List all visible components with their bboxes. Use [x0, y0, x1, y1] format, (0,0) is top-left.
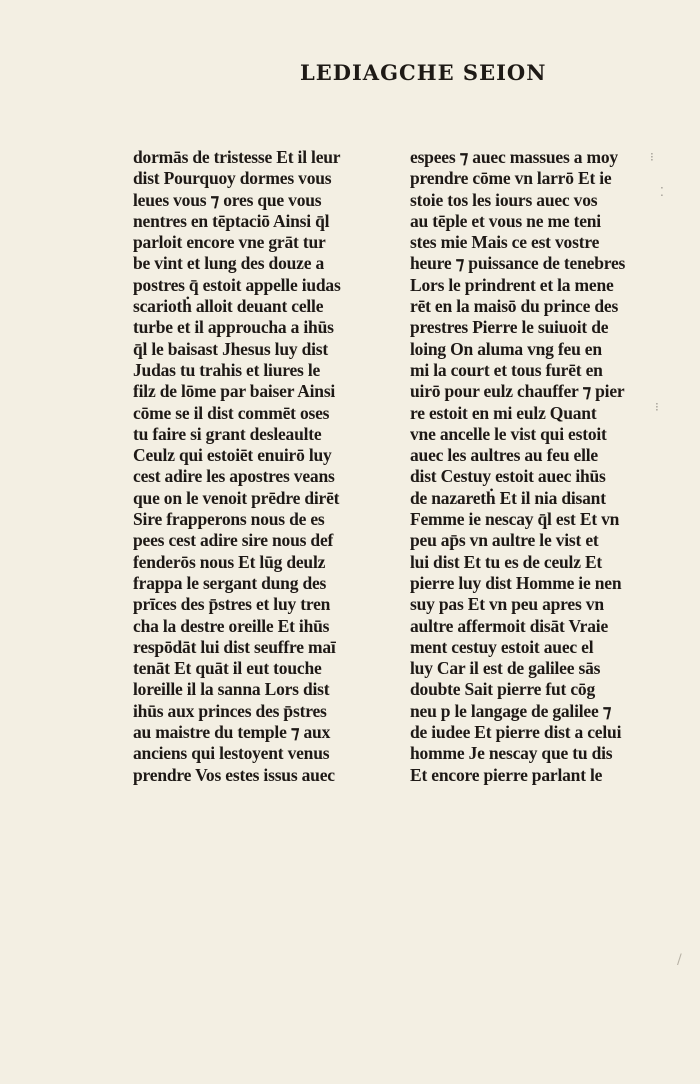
text-line: q̄l le baisast Jhesus luy dist: [133, 338, 329, 359]
margin-bleed-mark: ⁝: [655, 400, 659, 414]
text-line: cest adire les apostres veans: [133, 466, 335, 487]
text-line: scariotḣ alloit deuant celle: [133, 296, 324, 317]
text-line: prendre Vos estes issus auec: [133, 764, 335, 785]
text-line: loing On aluma vng feu en: [410, 338, 602, 359]
text-line: pees cest adire sire nous def: [133, 530, 334, 551]
text-line: homme Je nescay que tu dis: [410, 743, 613, 764]
text-line: rēt en la maisō du prince des: [410, 296, 619, 317]
text-line: mi la court et tous furēt en: [410, 359, 603, 380]
text-line: heure ⁊ puissance de tenebres: [410, 253, 626, 274]
text-line: cōme se il dist commēt oses: [133, 402, 330, 423]
text-line: espees ⁊ auec massues a moy: [410, 147, 618, 167]
right-text-column: [410, 147, 662, 786]
text-line: filz de lōme par baiser Ainsi: [133, 381, 336, 402]
text-line: auec les aultres au feu elle: [410, 445, 599, 466]
text-line: aultre affermoit disāt Vraie: [410, 615, 609, 636]
text-line: ment cestuy estoit auec el: [410, 636, 594, 657]
text-line: vne ancelle le vist qui estoit: [410, 423, 607, 444]
text-line: pierre luy dist Homme ie nen: [410, 572, 622, 593]
margin-bleed-mark: ⁝: [650, 150, 654, 164]
running-head: LEDIAGCHE SEION: [300, 60, 547, 85]
text-line: au tēple et vous ne me teni: [410, 210, 601, 231]
text-line: prestres Pierre le suiuoit de: [410, 317, 609, 338]
text-line: prendre cōme vn larrō Et ie: [410, 168, 612, 189]
text-line: tenāt Et quāt il eut touche: [133, 658, 322, 679]
stray-pen-mark: /: [677, 952, 682, 968]
text-line: stes mie Mais ce est vostre: [410, 232, 600, 253]
text-line: nentres en tēptaciō Ainsi q̄l: [133, 210, 330, 231]
text-line: Sire frapperons nous de es: [133, 509, 325, 530]
text-line: fenderōs nous Et lūg deulz: [133, 551, 326, 572]
text-line: anciens qui lestoyent venus: [133, 743, 330, 764]
text-line: cha la destre oreille Et ihūs: [133, 615, 330, 636]
text-line: Judas tu trahis et liures le: [133, 359, 321, 380]
margin-bleed-mark: ⁚: [660, 185, 664, 199]
text-line: suy pas Et vn peu apres vn: [410, 594, 604, 615]
text-line: Lors le prindrent et la mene: [410, 274, 614, 295]
text-line: loreille il la sanna Lors dist: [133, 679, 330, 700]
text-line: de iudee Et pierre dist a celui: [410, 722, 622, 743]
text-line: parloit encore vne grāt tur: [133, 232, 326, 253]
left-text-column: [133, 147, 381, 786]
text-line: stoie tos les iours auec vos: [410, 189, 598, 210]
text-line: doubte Sait pierre fut cōg: [410, 679, 596, 700]
text-line: postres q̄ estoit appelle iudas: [133, 274, 341, 295]
text-line: uirō pour eulz chauffer ⁊ pier: [410, 381, 625, 402]
text-line: frappa le sergant dung des: [133, 572, 327, 593]
text-line: au maistre du temple ⁊ aux: [133, 722, 331, 743]
text-line: tu faire si grant desleaulte: [133, 423, 322, 444]
text-line: luy Car il est de galilee sās: [410, 658, 601, 679]
text-line: Et encore pierre parlant le: [410, 764, 603, 785]
text-line: re estoit en mi eulz Quant: [410, 402, 597, 423]
text-line: turbe et il approucha a ihūs: [133, 317, 334, 338]
text-line: leues vous ⁊ ores que vous: [133, 189, 322, 210]
text-line: de nazaretḣ Et il nia disant: [410, 487, 606, 508]
text-line: prīces des p̄stres et luy tren: [133, 594, 331, 615]
text-line: be vint et lung des douze a: [133, 253, 325, 274]
text-line: lui dist Et tu es de ceulz Et: [410, 551, 603, 572]
text-line: peu ap̄s vn aultre le vist et: [410, 530, 599, 551]
text-line: dist Cestuy estoit auec ihūs: [410, 466, 606, 487]
text-line: ihūs aux princes des p̄stres: [133, 700, 327, 721]
text-line: Femme ie nescay q̄l est Et vn: [410, 509, 620, 530]
text-line: que on le venoit prēdre dirēt: [133, 487, 340, 508]
text-line: respōdāt lui dist seuffre maī: [133, 636, 336, 657]
text-line: neu p le langage de galilee ⁊: [410, 700, 612, 721]
text-line: Ceulz qui estoiēt enuirō luy: [133, 445, 332, 466]
text-line: dormās de tristesse Et il leur: [133, 147, 341, 167]
text-line: dist Pourquoy dormes vous: [133, 168, 332, 189]
